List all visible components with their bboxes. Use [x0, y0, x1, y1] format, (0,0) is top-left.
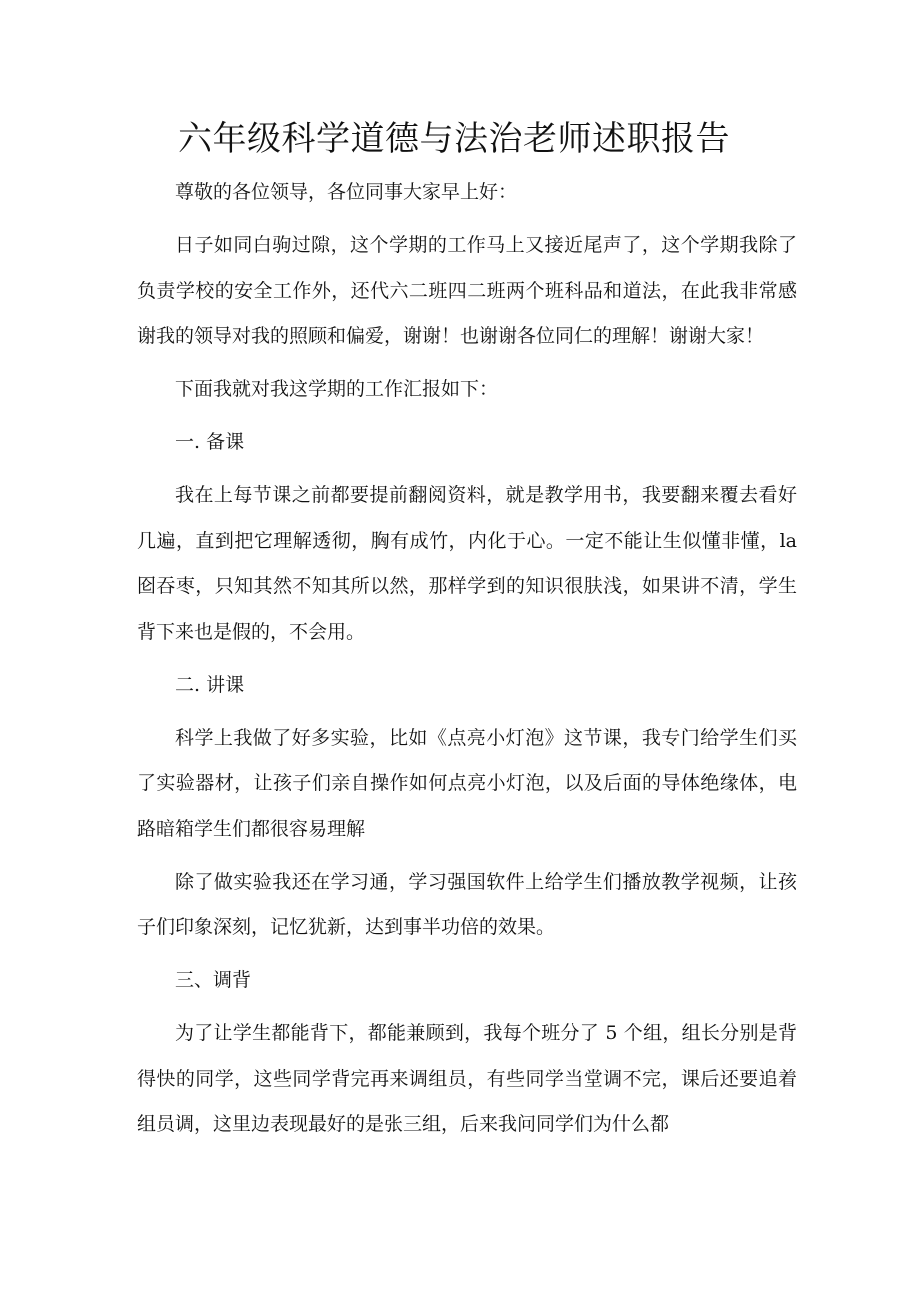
section-paragraph: 我在上每节课之前都要提前翻阅资料，就是教学用书，我要翻来覆去看好几遍，直到把它理解透彻，胸有成竹，内化于心。一定不能让生似懂非懂，la 囵吞枣，只知其然不知其所以然，那样学到的知识很肤浅，如果讲不清，学生背下来也是假的，不会用。 [137, 484, 797, 643]
section-paragraph: 科学上我做了好多实验，比如《点亮小灯泡》这节课，我专门给学生们买了实验器材，让孩子们亲自操作如何点亮小灯泡，以及后面的导体绝缘体，电路暗箱学生们都很容易理解 [137, 726, 797, 840]
document-title: 六年级科学道德与法治老师述职报告 [178, 119, 730, 159]
greeting: 尊敬的各位领导，各位同事大家早上好： [175, 181, 518, 203]
section-heading-lecturing: 二. 讲课 [175, 673, 245, 696]
section-heading-preparation: 一. 备课 [175, 431, 245, 453]
section-paragraph: 为了让学生都能背下，都能兼顾到，我每个班分了 5 个组，组长分别是背得快的同学，这些同学背完再来调组员，有些同学当堂调不完，课后还要追着组员调，这里边表现最好的是张三组，后来我问同学们为什么都 [137, 1022, 797, 1135]
paragraph-report-intro: 下面我就对我这学期的工作汇报如下： [175, 378, 499, 400]
paragraph-intro: 日子如同白驹过隙，这个学期的工作马上又接近尾声了，这个学期我除了负责学校的安全工作外，还代六二班四二班两个班科品和道法，在此我非常感谢我的领导对我的照顾和偏爱，谢谢！也谢谢各位同仁的理解！谢谢大家！ [137, 234, 797, 347]
section-heading-recitation: 三、调背 [175, 969, 252, 991]
section-paragraph: 除了做实验我还在学习通，学习强国软件上给学生们播放教学视频，让孩子们印象深刻，记忆犹新，达到事半功倍的效果。 [137, 870, 797, 938]
document-body [137, 170, 797, 1155]
